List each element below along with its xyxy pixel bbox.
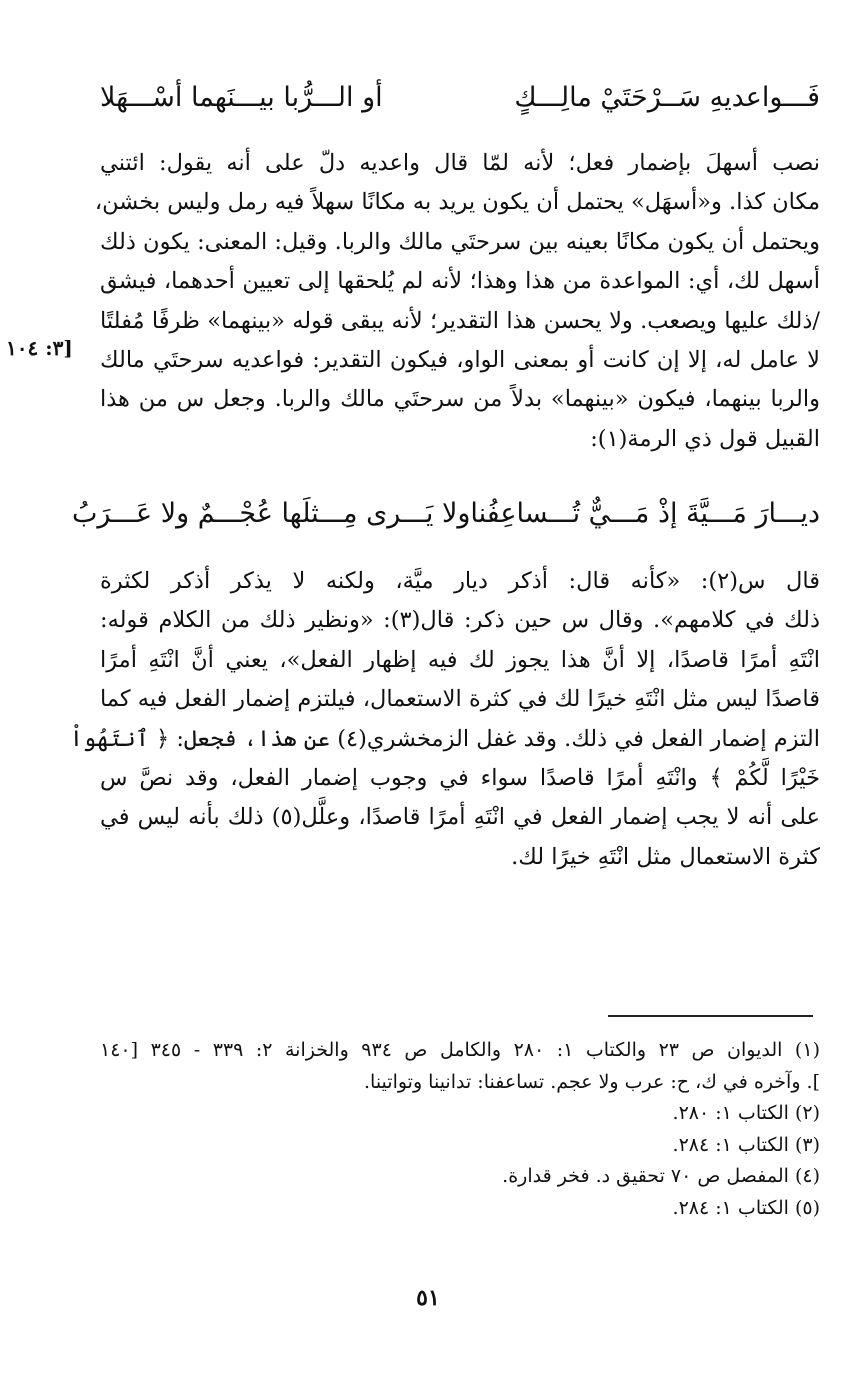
- paragraph-1-line: ويحتمل أن يكون مكانًا بعينه بين سرحتَي مالك والربا. وقيل: المعنى: يكون ذلك: [100, 228, 820, 255]
- verse-1-second-hemistich: أو الـــرُّبا بيـــنَهما أسْـــهَلا: [100, 82, 383, 113]
- paragraph-1-line: /ذلك عليها ويصعب. ولا يحسن هذا التقدير؛ لأنه يبقى قوله «بينهما» ظرفًا مُفلتًا: [100, 307, 820, 334]
- paragraph-1-line: القبيل قول ذي الرمة(١):: [590, 425, 820, 452]
- page-number: ٥١: [416, 1285, 440, 1311]
- paragraph-2-line: على أنه لا يجب إضمار الفعل في انْتَهِ أمرًا قاصدًا، وعلَّل(٥) ذلك بأنه ليس في: [100, 804, 820, 831]
- verse-2-second-hemistich: ولا يَـــرى مِـــثلَها عُجْـــمٌ ولا عَـــرَبُ: [71, 498, 471, 529]
- footnote-divider: [608, 1015, 813, 1017]
- margin-reference: [٣: ١٠٤: [6, 336, 73, 360]
- paragraph-2-line: ذلك في كلامهم». وقال س حين ذكر: قال(٣): «ونظير ذلك من الكلام قوله:: [100, 607, 820, 634]
- footnote-line: (٢) الكتاب ١: ٢٨٠.: [672, 1102, 820, 1124]
- paragraph-2: [69, 562, 821, 877]
- paragraph-1-line: لا عامل له، إلا إن كانت أو بمعنى الواو، فيكون التقدير: فواعديه سرحتَي مالك: [100, 347, 820, 374]
- paragraph-2-line: خَيْرًا لَّكُمْ ﴾ وانْتَهِ أمرًا قاصدًا سواء في وجوب إضمار الفعل، وقد نصَّ س: [100, 765, 820, 792]
- paragraph-1: [94, 144, 820, 459]
- verse-line-1: [100, 78, 820, 118]
- verse-line-2: [71, 494, 820, 534]
- paragraph-2-line: كثرة الاستعمال مثل انْتَهِ خيرًا لك.: [511, 843, 820, 870]
- paragraph-2-line: قاصدًا ليس مثل انْتَهِ خيرًا لك في كثرة الاستعمال، فيلتزم إضمار الفعل فيه كما: [100, 686, 820, 713]
- footnote-line: (٣) الكتاب ١: ٢٨٤.: [672, 1133, 820, 1156]
- footnote-line: (١) الديوان ص ٢٣ والكتاب ١: ٢٨٠ والكامل ص ٩٣٤ والخزانة ٢: ٣٣٩ - ٣٤٥ [١٤٠: [100, 1039, 820, 1061]
- verse-2-first-hemistich: ديـــارَ مَـــيَّةَ إذْ مَـــيٌّ تُـــساعِفُنا: [470, 498, 820, 529]
- footnote-line: (٤) المفصل ص ٧٠ تحقيق د. فخر قدارة.: [502, 1165, 820, 1187]
- paragraph-2-line: التزم إضمار الفعل في ذلك. وقد غفل الزمخشري(٤) عن هذا، فجعل: ﴿ ٱنتَهُواْ: [69, 725, 820, 752]
- paragraph-1-line: والربا بينهما، فيكون «بينهما» بدلاً من سرحتَي مالك والربا. وجعل س من هذا: [100, 386, 820, 413]
- verse-1-first-hemistich: فَـــواعديهِ سَــرْحَتَيْ مالِـــكٍ: [514, 82, 820, 113]
- paragraph-1-line: نصب أسهلَ بإضمار فعل؛ لأنه لمّا قال واعديه دلّ على أنه يقول: ائتني: [100, 150, 820, 176]
- footnote-line: (٥) الكتاب ١: ٢٨٤.: [672, 1196, 820, 1219]
- footnotes: [100, 1035, 820, 1224]
- paragraph-1-line: أسهل لك، أي: المواعدة من هذا وهذا؛ لأنه لم يُلحقها إلى تعيين أحدهما، فيشق: [100, 268, 820, 295]
- paragraph-2-line: انْتَهِ أمرًا قاصدًا، إلا أنَّ هذا يجوز لك فيه إظهار الفعل»، يعني أنَّ انْتَهِ أمرًا: [100, 646, 820, 673]
- paragraph-1-line: مكان كذا. و«أسهَل» يحتمل أن يكون يريد به مكانًا سهلاً فيه رمل وليس بخشن،: [94, 189, 820, 216]
- paragraph-2-line: قال س(٢): «كأنه قال: أذكر ديار ميَّة، ولكنه لا يذكر أذكر لكثرة: [100, 568, 821, 594]
- footnote-line: ]. وآخره في ك، ح: عرب ولا عجم. تساعفنا: تدانينا وتواتينا.: [364, 1070, 820, 1093]
